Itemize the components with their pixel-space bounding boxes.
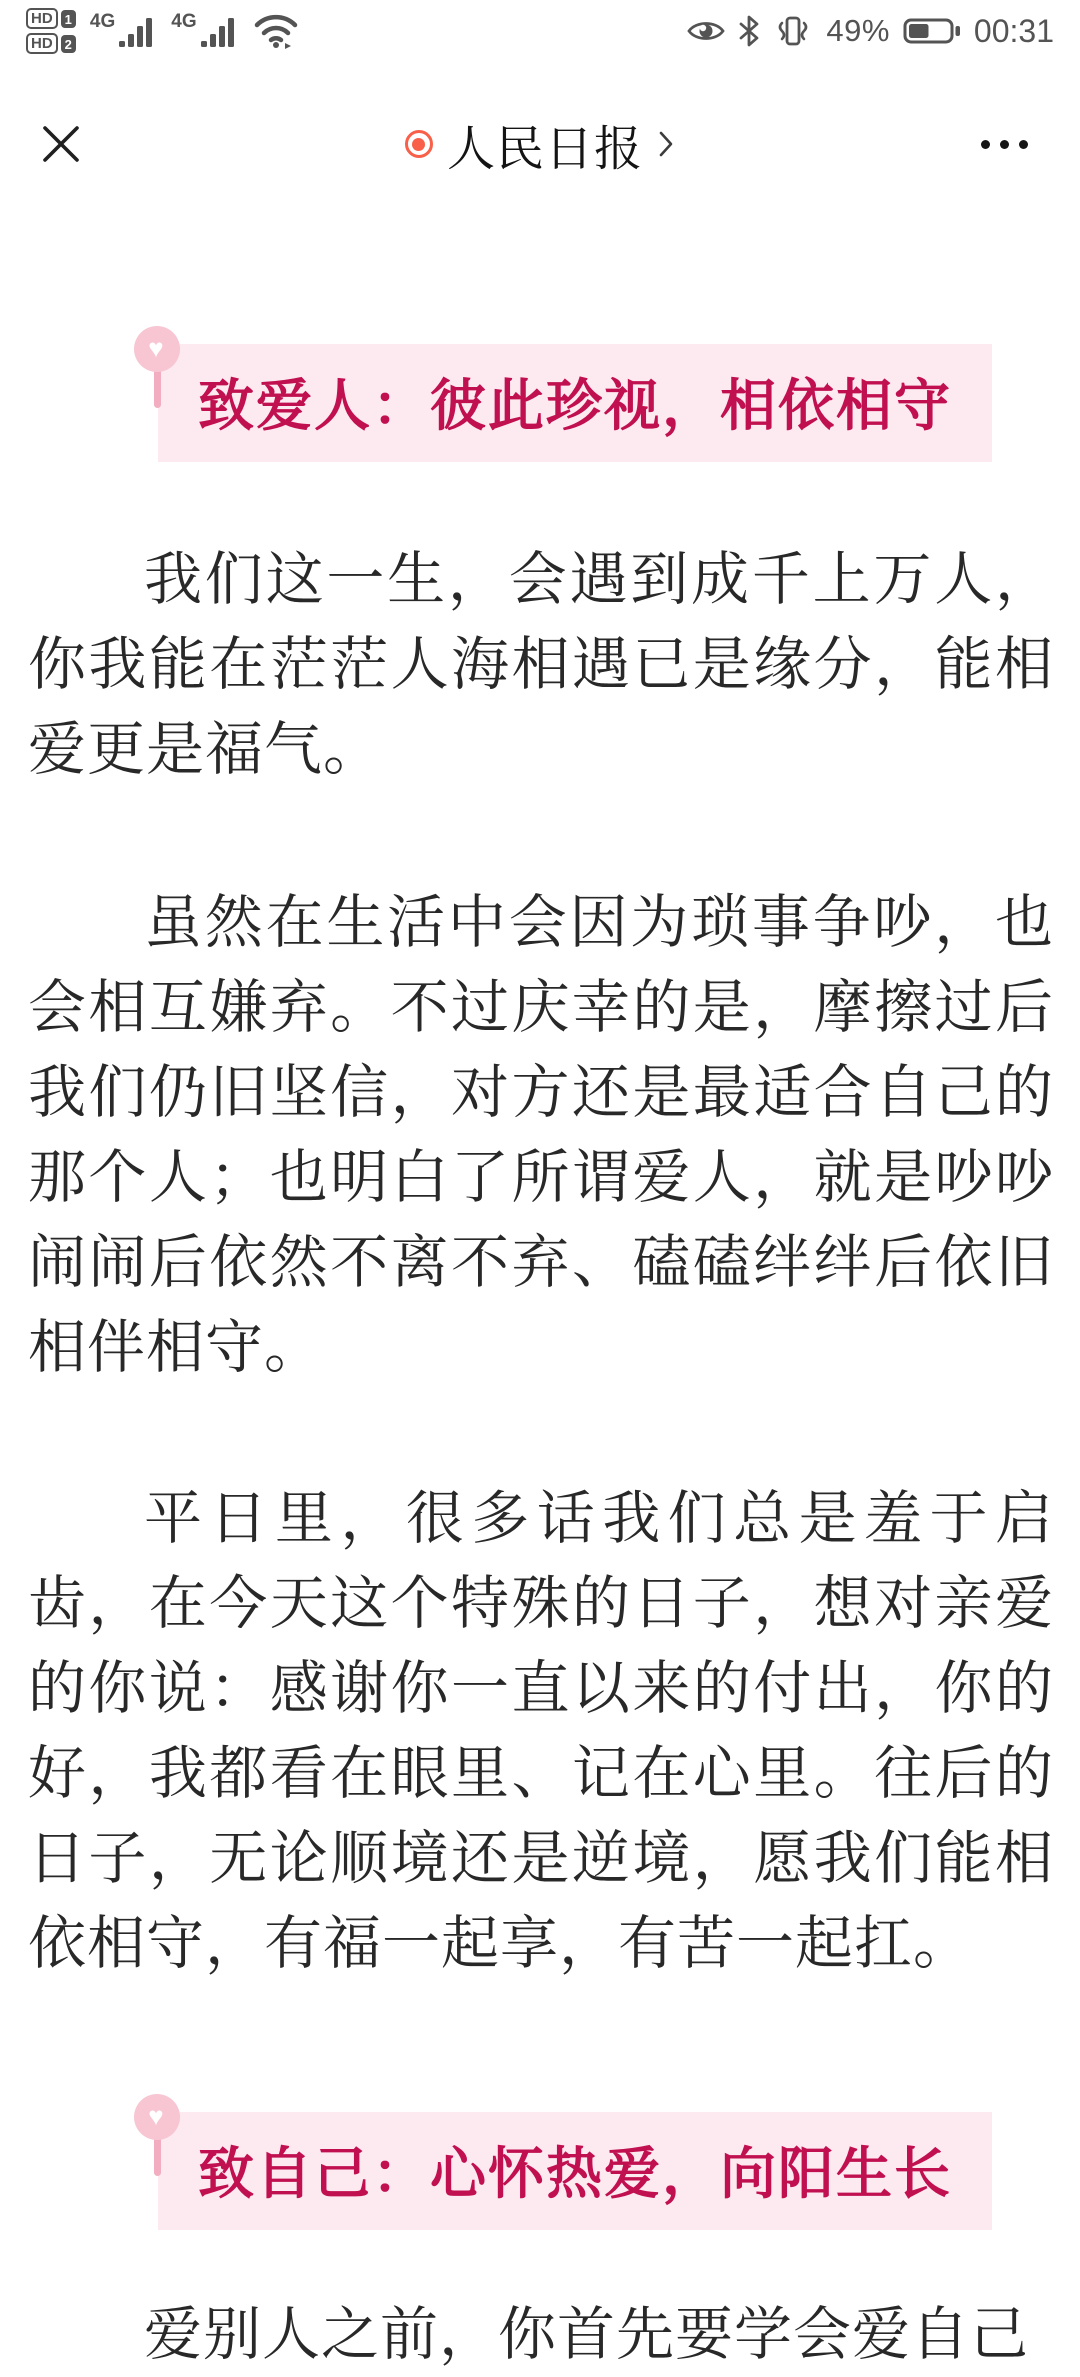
chevron-right-icon <box>657 129 675 159</box>
paragraph: 虽然在生活中会因为琐事争吵，也会相互嫌弃。不过庆幸的是，摩擦过后我们仍旧坚信，对方还是最适合自己的那个人；也明白了所谓爱人，就是吵吵闹闹后依然不离不弃、磕磕绊绊后依旧相伴相守。 <box>28 890 1054 1380</box>
hd-icon: HD <box>26 33 58 54</box>
section-heading-text: 致爱人：彼此珍视，相依相守 <box>198 374 952 437</box>
section-heading-to-self <box>148 2101 992 2230</box>
paragraph-clipped: 爱别人之前，你首先要学会爱自己 <box>144 2302 1030 2367</box>
clock-label: 00:31 <box>973 12 1054 49</box>
sim2-hd-badge <box>26 33 76 54</box>
status-left-cluster <box>26 8 299 54</box>
official-account-title[interactable] <box>0 110 1080 179</box>
official-account-dot-icon <box>405 130 433 158</box>
heart-icon: ♥ <box>134 2094 180 2178</box>
hd-voice-badges <box>26 8 76 54</box>
sim1-hd-badge <box>26 8 76 29</box>
sim2-signal <box>171 13 238 49</box>
paragraph: 平日里，很多话我们总是羞于启齿，在今天这个特殊的日子，想对亲爱的你说：感谢你一直以来的付出，你的好，我都看在眼里、记在心里。往后的日子，无论顺境还是逆境，愿我们能相依相守，有福一起享，有苦一起扛。 <box>28 1486 1054 1976</box>
article-header <box>0 96 1080 192</box>
status-right-cluster <box>687 13 1054 50</box>
battery-icon <box>903 16 961 46</box>
signal-bars-icon <box>199 13 239 49</box>
wifi-icon <box>253 12 299 50</box>
network-type-label: 4G <box>89 11 116 32</box>
section-heading-to-lover <box>148 333 992 462</box>
vibrate-icon <box>773 15 813 47</box>
sim1-number: 1 <box>61 10 76 28</box>
battery-percent-label: 49% <box>826 13 890 48</box>
signal-bars-icon <box>117 13 157 49</box>
account-name[interactable]: 人民日报 <box>446 122 643 176</box>
status-bar <box>0 0 1080 58</box>
heart-icon: ♥ <box>134 326 180 410</box>
hd-icon: HD <box>26 8 58 29</box>
sim2-number: 2 <box>61 35 76 53</box>
section-heading-text: 致自己：心怀热爱，向阳生长 <box>198 2142 952 2205</box>
bluetooth-icon <box>738 15 760 47</box>
network-type-label: 4G <box>171 11 197 32</box>
paragraph: 我们这一生，会遇到成千上万人，你我能在茫茫人海相遇已是缘分，能相爱更是福气。 <box>28 547 1054 782</box>
eye-comfort-icon <box>687 17 725 45</box>
sim1-signal <box>90 13 157 49</box>
